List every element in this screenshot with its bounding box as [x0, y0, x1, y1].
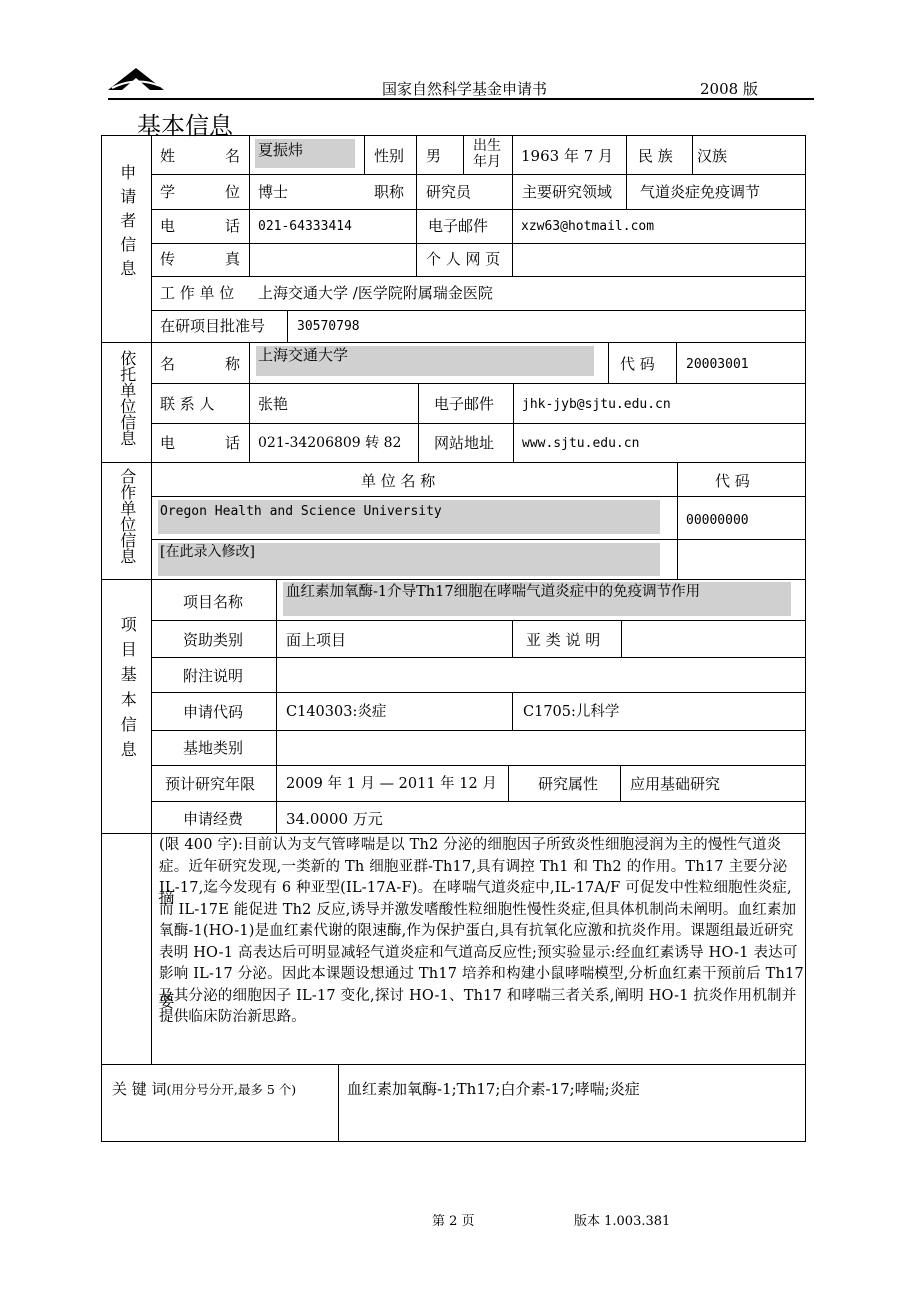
host-contact-label: 联 系 人 [160, 395, 215, 413]
host-website[interactable]: www.sjtu.edu.cn [522, 436, 640, 451]
applicant-title[interactable]: 研究员 [426, 183, 472, 201]
partner-row-1-code[interactable]: 00000000 [686, 513, 749, 528]
col-line [249, 342, 250, 462]
gender-label: 性别 [374, 147, 405, 165]
col-line [416, 135, 417, 209]
col-line [287, 310, 288, 342]
phone-label: 电 话 [160, 217, 240, 235]
col-line [608, 342, 609, 383]
project-attribute[interactable]: 应用基础研究 [630, 775, 721, 793]
header-title: 国家自然科学基金申请书 [382, 80, 548, 98]
subclass-label: 亚 类 说 明 [526, 631, 601, 649]
partner-code-header: 代 码 [715, 472, 750, 490]
applicant-work-unit[interactable]: 上海交通大学 /医学院附属瑞金医院 [258, 284, 493, 302]
fax-label: 传 真 [160, 250, 240, 268]
col-line [512, 209, 513, 276]
budget-label: 申请经费 [183, 810, 244, 828]
col-line [418, 383, 419, 462]
divider-partner [101, 462, 806, 463]
header-edition: 2008 版 [700, 80, 758, 98]
applicant-degree[interactable]: 博士 [258, 183, 289, 201]
row-line [151, 730, 806, 731]
note-label: 附注说明 [183, 667, 244, 685]
partner-row-2-name[interactable]: [在此录入修改] [160, 544, 255, 560]
keywords-value[interactable]: 血红素加氧酶-1;Th17;白介素-17;哮喘;炎症 [347, 1080, 640, 1098]
partner-name-header: 单 位 名 称 [361, 472, 436, 490]
keywords-label: 关 键 词(用分号分开,最多 5 个) [112, 1080, 297, 1098]
row-line [151, 496, 806, 497]
col-line [249, 135, 250, 276]
divider-abstract [101, 833, 806, 834]
col-line [626, 135, 627, 209]
project-side-label: 项目基本信息 [118, 616, 138, 766]
project-period[interactable]: 2009 年 1 月 — 2011 年 12 月 [286, 776, 497, 792]
ethnicity-label: 民 族 [638, 147, 673, 165]
project-code-2[interactable]: C1705:儿科学 [523, 704, 620, 720]
funding-label: 资助类别 [183, 631, 244, 649]
email-label: 电子邮件 [428, 217, 489, 235]
field-label: 主要研究领域 [522, 183, 613, 201]
col-line [512, 692, 513, 730]
col-line [513, 383, 514, 462]
abstract-text[interactable]: (限 400 字):目前认为支气管哮喘是以 Th2 分泌的细胞因子所致炎性细胞浸润为主的慢性气道炎症。近年研究发现,一类新的 Th 细胞亚群-Th17,具有调控 Th1 和 Th2 的作用。Th17 主要分泌 IL-17,迄今发现有 6 种亚型(IL-17A-F)。在哮喘气道炎症中,IL-17A/F 可促发中性粒细胞性炎症,而 IL-17E 能促进 Th2 反应,诱导并激发嗜酸性粒细胞性慢性炎症,但具体机制尚未阐明。血红素加氧酶-1(HO-1)是血红素代谢的限速酶,作为保护蛋白,具有抗氧化应激和抗炎作用。课题组最近研究表明 HO-1 高表达后可明显减轻气道炎症和气道高反应性;预实验显示:经血红素诱导 HO-1 表达可影响 IL-17 分泌。因此本课题设想通过 Th17 培养和构建小鼠哮喘模型,分析血红素干预前后 Th17 及其分泌的细胞因子 IL-17 变化,探讨 HO-1、Th17 和哮喘三者关系,阐明 HO-1 抗炎作用机制并提供临床防治新思路。 [159, 837, 804, 1025]
base-label: 基地类别 [183, 739, 244, 757]
section-title: 基本信息 [137, 112, 233, 140]
footer-page: 第 2 页 [432, 1214, 475, 1229]
applicant-phone[interactable]: 021-64333414 [258, 219, 352, 234]
host-contact[interactable]: 张艳 [258, 395, 289, 413]
period-label: 预计研究年限 [165, 775, 256, 793]
row-line [151, 657, 806, 658]
code-label: 申请代码 [183, 703, 244, 721]
applicant-gender[interactable]: 男 [426, 147, 442, 165]
col-line [338, 1064, 339, 1142]
host-code-label: 代 码 [620, 355, 655, 373]
col-line [677, 462, 678, 579]
applicant-field[interactable]: 气道炎症免疫调节 [640, 183, 761, 201]
applicant-birth[interactable]: 1963 年 7 月 [521, 147, 614, 165]
col-line [512, 620, 513, 657]
footer-version: 版本 1.003.381 [574, 1214, 671, 1229]
host-side-label: 依托单位信息 [117, 350, 137, 446]
applicant-ethnicity[interactable]: 汉族 [697, 147, 728, 165]
row-line [151, 692, 806, 693]
col-line [621, 620, 622, 657]
project-funding[interactable]: 面上项目 [286, 631, 347, 649]
col-line [512, 135, 513, 209]
col-line [676, 342, 677, 383]
project-no-label: 在研项目批准号 [160, 317, 266, 335]
header-logo [108, 66, 164, 96]
host-phone[interactable]: 021-34206809 转 82 [258, 435, 402, 451]
col-line [276, 579, 277, 833]
applicant-side-label: 申请者信息 [117, 164, 137, 284]
project-code-1[interactable]: C140303:炎症 [286, 704, 387, 720]
title-label: 职称 [374, 183, 405, 201]
host-email[interactable]: jhk-jyb@sjtu.edu.cn [522, 397, 671, 412]
work-unit-label: 工 作 单 位 [160, 284, 235, 302]
host-phone-label: 电 话 [160, 434, 240, 452]
divider-host [101, 342, 806, 343]
project-name-label: 项目名称 [183, 593, 244, 611]
name-label: 姓 名 [160, 147, 240, 165]
homepage-label: 个 人 网 页 [426, 250, 501, 268]
host-name[interactable]: 上海交通大学 [258, 346, 349, 364]
header-rule [108, 98, 814, 100]
birth-label: 出生 年月 [473, 138, 501, 170]
row-line [151, 276, 806, 277]
partner-row-1-name[interactable]: Oregon Health and Science University [160, 504, 442, 519]
col-line [620, 765, 621, 801]
row-line [151, 620, 806, 621]
project-budget[interactable]: 34.0000 万元 [286, 810, 383, 828]
row-line [151, 801, 806, 802]
row-line [151, 310, 806, 311]
degree-label: 学 位 [160, 183, 240, 201]
col-line [692, 135, 693, 174]
col-line [463, 135, 464, 174]
applicant-email[interactable]: xzw63@hotmail.com [521, 219, 655, 234]
col-line [416, 209, 417, 276]
applicant-name[interactable]: 夏振炜 [258, 141, 304, 159]
host-code[interactable]: 20003001 [686, 357, 749, 372]
host-name-label: 名 称 [160, 355, 240, 373]
applicant-project-no[interactable]: 30570798 [297, 319, 360, 334]
divider-project [101, 579, 806, 580]
row-line [151, 539, 806, 540]
col-line [508, 765, 509, 801]
partner-side-label: 合作单位信息 [117, 468, 137, 564]
abstract-side-label: 摘要 [156, 889, 175, 1097]
col-line [364, 135, 365, 174]
attribute-label: 研究属性 [538, 775, 599, 793]
host-email-label: 电子邮件 [434, 395, 495, 413]
host-website-label: 网站地址 [434, 434, 495, 452]
row-line [151, 765, 806, 766]
project-name[interactable]: 血红素加氧酶-1介导Th17细胞在哮喘气道炎症中的免疫调节作用 [286, 584, 701, 600]
